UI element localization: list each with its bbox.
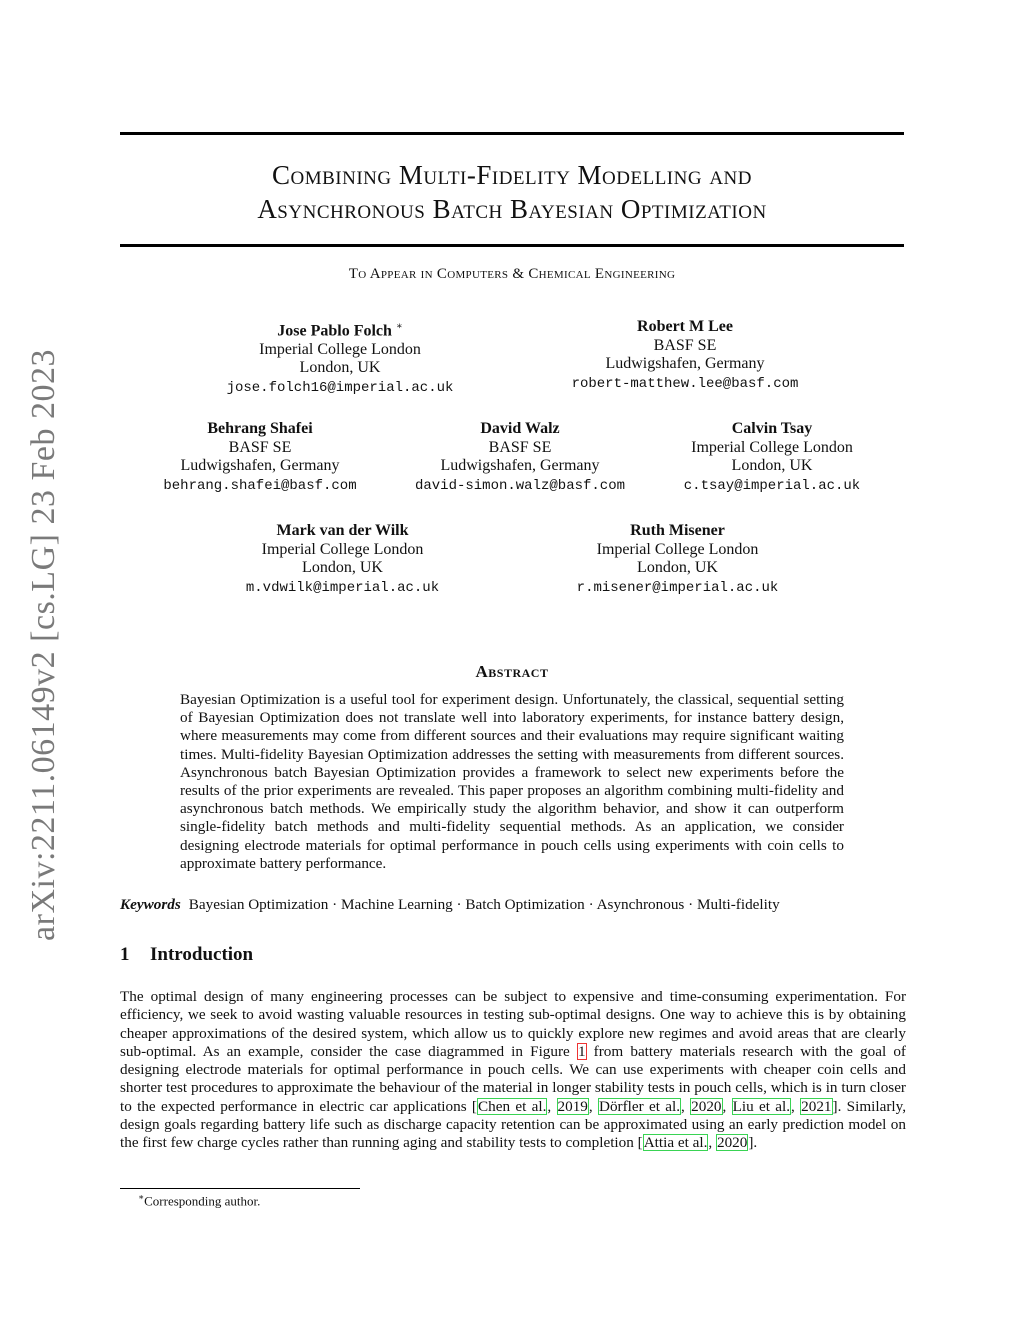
author-footnote-mark: ∗: [395, 321, 403, 332]
author-affiliation: BASF SE: [653, 336, 717, 354]
figure-ref-link[interactable]: 1: [577, 1042, 586, 1060]
author-email[interactable]: robert-matthew.lee@basf.com: [571, 375, 799, 392]
citation-link[interactable]: Attia et al.: [643, 1134, 708, 1152]
author-email[interactable]: m.vdwilk@imperial.ac.uk: [245, 579, 440, 596]
footnote-text: Corresponding author.: [144, 1193, 261, 1209]
citation-link[interactable]: Liu et al.: [732, 1097, 791, 1115]
author-affiliation: Imperial College London: [691, 438, 853, 456]
title-top-rule: [120, 132, 904, 135]
citation-separator: ,: [588, 1097, 598, 1115]
paper-subtitle: To Appear in Computers & Chemical Engineering: [348, 266, 676, 282]
citation-link[interactable]: 2020: [716, 1134, 748, 1152]
author-email[interactable]: c.tsay@imperial.ac.uk: [683, 477, 861, 494]
author-location: London, UK: [731, 457, 813, 474]
keywords-label: Keywords: [120, 896, 181, 913]
author-name: Robert M Lee: [637, 318, 733, 335]
author-location: London, UK: [302, 559, 383, 576]
keywords-line: [120, 896, 780, 914]
author-name: Calvin Tsay: [731, 420, 813, 437]
author-location: Ludwigshafen, Germany: [605, 355, 765, 372]
author-location: Ludwigshafen, Germany: [180, 457, 340, 474]
footnote-rule: [120, 1188, 360, 1189]
arxiv-stamp-text: arXiv:2211.06149v2 [cs.LG] 23 Feb 2023: [25, 349, 62, 941]
citation-separator: ,: [547, 1097, 557, 1115]
author-affiliation: Imperial College London: [259, 340, 421, 358]
intro-paragraph: [120, 988, 906, 1153]
section-heading: [120, 944, 253, 966]
author-affiliation: BASF SE: [228, 438, 292, 456]
author-location: Ludwigshafen, Germany: [440, 457, 600, 474]
title-bottom-rule: [120, 244, 904, 247]
intro-text: ].: [748, 1134, 758, 1152]
author-affiliation: Imperial College London: [261, 540, 424, 558]
citation-link[interactable]: Dörfler et al.: [598, 1097, 681, 1115]
author-email[interactable]: jose.folch16@imperial.ac.uk: [226, 379, 454, 396]
citation-link[interactable]: 2019: [557, 1097, 588, 1115]
author-block: [210, 522, 475, 597]
author-block: [200, 318, 480, 397]
citation-link[interactable]: 2021: [801, 1097, 832, 1115]
intro-text: The optimal design of many engineering processes can be subject to expensive and time-consuming experimentation. For efficiency, we seek to avoid wasting valuable resources in testing sub-optimal designs. One way to achieve this is by obtaining cheaper approximations of the desired system, which allow us to quickly explore new regimes and avoid areas that are clearly sub-optimal. As an example, consider the case diagrammed in Figure: [120, 988, 906, 1060]
author-name: Mark van der Wilk: [276, 522, 409, 539]
abstract-heading: Abstract: [475, 662, 549, 681]
citation-separator: ,: [681, 1097, 691, 1115]
citation-link[interactable]: 2020: [691, 1097, 722, 1115]
paper-title-line-1: Combining Multi-Fidelity Modelling and: [271, 160, 752, 190]
keywords-text: Bayesian Optimization · Machine Learning · Batch Optimization · Asynchronous · Multi-fidelity: [188, 896, 780, 913]
footnote-mark: ∗: [138, 1192, 145, 1202]
author-name: Jose Pablo Folch: [277, 322, 392, 340]
author-affiliation: BASF SE: [488, 438, 552, 456]
intro-text: ]. Similarly, design goals regarding battery life such as discharge capacity retention can be approximated using an early prediction model on the first few charge cycles rather than running aging and stability tests to completion [: [120, 1097, 907, 1152]
citation-separator: ,: [722, 1097, 732, 1115]
citation-separator: ,: [791, 1097, 801, 1115]
author-block: [140, 420, 380, 495]
author-name-row: [200, 318, 480, 341]
author-location: London, UK: [299, 359, 381, 377]
author-affiliation: Imperial College London: [596, 540, 759, 558]
author-email[interactable]: david-simon.walz@basf.com: [414, 477, 626, 494]
paper-title-line-2: Asynchronous Batch Bayesian Optimization: [257, 194, 767, 224]
citation-link[interactable]: Chen et al.: [478, 1097, 547, 1115]
author-email[interactable]: behrang.shafei@basf.com: [163, 477, 357, 494]
author-name: Behrang Shafei: [207, 420, 313, 437]
footnote: [138, 1192, 260, 1209]
author-block: [545, 522, 810, 597]
intro-text: from battery materials research with the goal of designing electrode materials for optimal performance in pouch cells. We can use experiments with cheaper coin cells and shorter test procedures to approximate the behaviour of the material in longer stability tests in pouch cells, which is in turn closer to the expected performance in electric car applications [: [120, 1042, 906, 1115]
author-name: David Walz: [480, 420, 560, 437]
author-block: [662, 420, 882, 495]
author-location: London, UK: [637, 559, 718, 576]
author-email[interactable]: r.misener@imperial.ac.uk: [576, 579, 779, 596]
abstract-text: Bayesian Optimization is a useful tool for experiment design. Unfortunately, the classical, sequential setting of Bayesian Optimization does not translate well into laboratory experiments, for instance battery design, where measurements may come from different sources and their evaluations may require significant waiting times. Multi-fidelity Bayesian Optimization addresses the setting with measurements from different sources. Asynchronous batch Bayesian Optimization provides a framework to select new experiments before the results of the prior experiments are revealed. This paper proposes an algorithm combining multi-fidelity and asynchronous batch methods. We empirically study the algorithm behavior, and show it can outperform single-fidelity batch methods and multi-fidelity sequential methods. As an application, we consider designing electrode materials for optimal performance in pouch cells using experiments with coin cells to approximate battery performance.: [180, 691, 844, 872]
citation-separator: ,: [708, 1134, 716, 1152]
author-block: [545, 318, 825, 393]
author-block: [395, 420, 645, 495]
section-title: Introduction: [150, 944, 254, 965]
author-name: Ruth Misener: [630, 522, 725, 539]
section-number: 1: [120, 944, 130, 965]
